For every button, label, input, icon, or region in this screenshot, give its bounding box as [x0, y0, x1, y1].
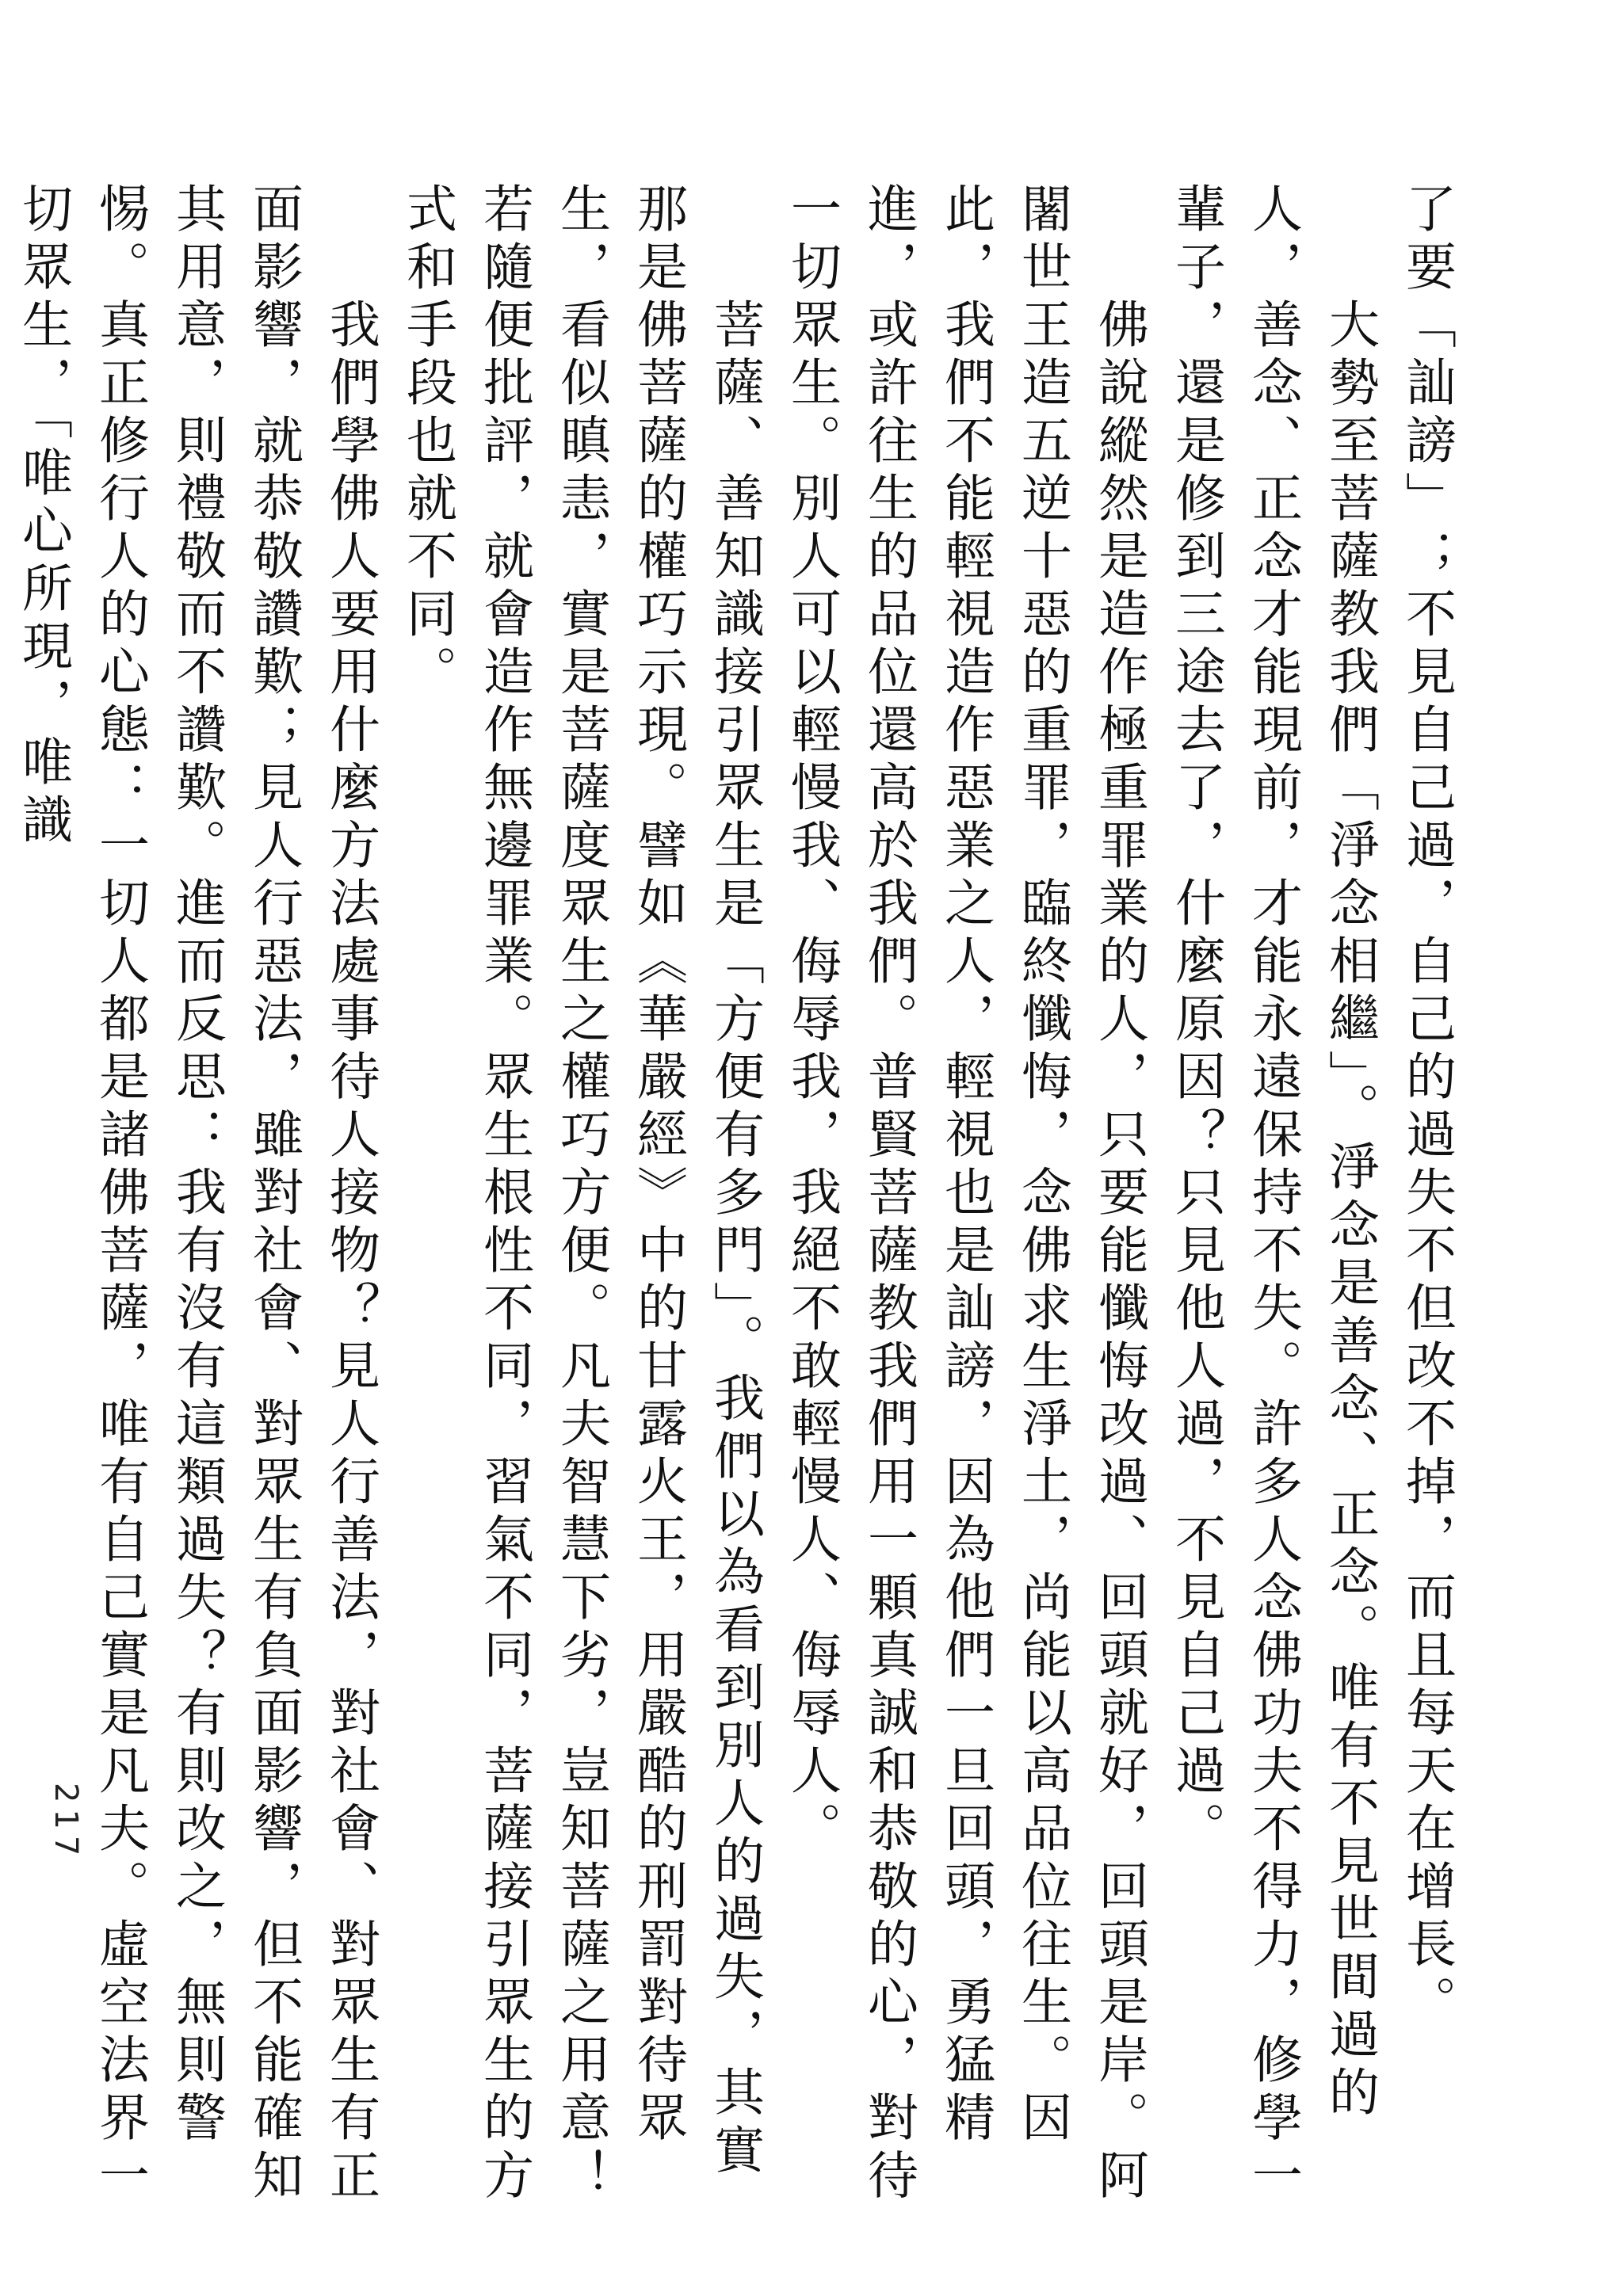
page-number: 217 — [48, 1783, 84, 1863]
body-text — [4, 182, 1465, 2210]
paragraph-2: 大勢至菩薩教我們「淨念相繼」。淨念是善念、正念。唯有不見世間過的人，善念、正念才能現前，才能永遠保持不失。許多人念佛功夫不得力，修學一輩子，還是修到三途去了，什麼原因？只見他人過，不見自己過。 — [1167, 182, 1379, 2206]
paragraph-5: 我們學佛人要用什麼方法處事待人接物？見人行善法，對社會、對眾生有正面影響，就恭敬讚歎；見人行惡法，雖對社會、對眾生有負面影響，但不能確知其用意，則禮敬而不讚歎。進而反思：我有沒有這類過失？有則改之，無則警惕。真正修行人的心態：一切人都是諸佛菩薩，唯有自己實是凡夫。虛空法界一切眾生，「唯心所現，唯識 — [13, 182, 380, 2206]
paragraph-1: 了要「訕謗」；不見自己過，自己的過失不但改不掉，而且每天在增長。 — [1397, 182, 1456, 2033]
paragraph-4: 菩薩、善知識接引眾生是「方便有多門」。我們以為看到別人的過失，其實那是佛菩薩的權巧示現。譬如《華嚴經》中的甘露火王，用嚴酷的刑罰對待眾生，看似瞋恚，實是菩薩度眾生之權巧方便。凡夫智慧下劣，豈知菩薩之用意！若隨便批評，就會造作無邊罪業。眾生根性不同，習氣不同，菩薩接引眾生的方式和手段也就不同。 — [398, 182, 764, 2206]
paragraph-3: 佛說縱然是造作極重罪業的人，只要能懺悔改過、回頭就好，回頭是岸。阿闍世王造五逆十惡的重罪，臨終懺悔，念佛求生淨土，尚能以高品位往生。因此，我們不能輕視造作惡業之人，輕視也是訕謗，因為他們一旦回頭，勇猛精進，或許往生的品位還高於我們。普賢菩薩教我們用一顆真誠和恭敬的心，對待一切眾生。別人可以輕慢我、侮辱我，我絕不敢輕慢人、侮辱人。 — [782, 182, 1148, 2206]
